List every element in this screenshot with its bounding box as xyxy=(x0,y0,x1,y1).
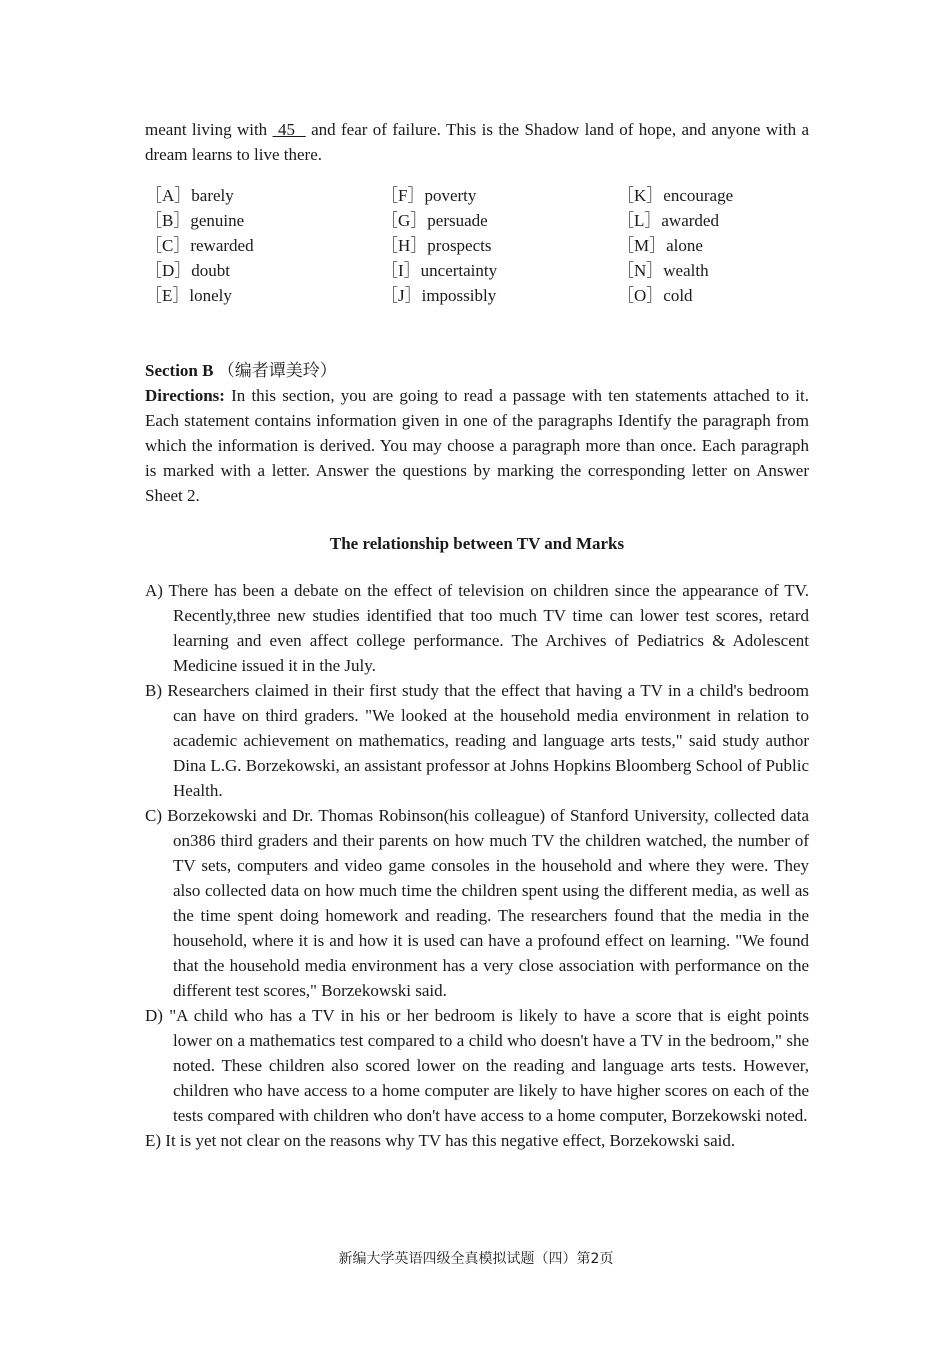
blank-45: 45 xyxy=(272,120,306,139)
option-e: ［E］lonely xyxy=(145,286,232,305)
section-b-label: Section B xyxy=(145,361,214,380)
option-i: ［I］uncertainty xyxy=(381,261,498,280)
option-g: ［G］persuade xyxy=(381,211,488,230)
page-footer: 新编大学英语四级全真模拟试题（四）第2页 xyxy=(338,1251,614,1267)
directions xyxy=(145,383,809,508)
option-j: ［J］impossibly xyxy=(381,286,497,305)
option-o: ［O］cold xyxy=(617,286,693,305)
page-content xyxy=(145,117,809,1153)
passage-title: The relationship between TV and Marks xyxy=(329,534,625,553)
option-d: ［D］doubt xyxy=(145,261,230,280)
directions-text: In this section, you are going to read a passage with ten statements attached to it. Each statement contains information given in one of the paragraphs Identify the paragraph from which the information is derived. You may choose a paragraph more than once. Each paragraph is marked with a letter. Answer the questions by marking the corresponding letter on Answer Sheet 2. xyxy=(145,386,809,505)
word-bank xyxy=(145,183,809,308)
directions-label: Directions: xyxy=(145,386,225,405)
option-a: ［A］barely xyxy=(145,186,234,205)
paragraph-e: E) It is yet not clear on the reasons why TV has this negative effect, Borzekowski said. xyxy=(145,1131,736,1150)
option-m: ［M］alone xyxy=(617,236,703,255)
option-f: ［F］poverty xyxy=(381,186,477,205)
option-n: ［N］wealth xyxy=(617,261,709,280)
paragraph-a: A) There has been a debate on the effect of television on children since the appearance of TV. Recently,three new studies identified that too much TV time can lower test scores, retard learning and even affect college performance. The Archives of Pediatrics & Adolescent Medicine issued it in the July. xyxy=(145,581,809,675)
paragraph-c: C) Borzekowski and Dr. Thomas Robinson(his colleague) of Stanford University, collected data on386 third graders and their parents on how much TV the children watched, the number of TV sets, computers and video game consoles in the household and where they were. They also collected data on how much time the children spent using the different media, as well as the time spent doing homework and reading. The researchers found that the media in the household, where it is and how it is used can have a profound effect on learning. "We found that the household media environment has a very close association with performance on the different test scores," Borzekowski said. xyxy=(145,806,809,1000)
option-c: ［C］rewarded xyxy=(145,236,254,255)
option-h: ［H］prospects xyxy=(381,236,492,255)
section-b-heading xyxy=(145,358,809,383)
intro-after-blank: and fear of failure. This is the Shadow land of hope, and anyone with a dream learns to live there. xyxy=(145,120,809,164)
paragraph-b: B) Researchers claimed in their first study that the effect that having a TV in a child's bedroom can have on third graders. "We looked at the household media environment in relation to academic achievement on mathematics, reading and language arts tests," said study author Dina L.G. Borzekowski, an assistant professor at Johns Hopkins Bloomberg School of Public Health. xyxy=(145,681,809,800)
option-k: ［K］encourage xyxy=(617,186,734,205)
intro-before-blank: meant living with xyxy=(145,120,273,139)
section-b-editor: （编者谭美玲） xyxy=(217,361,337,380)
paragraph-d: D) "A child who has a TV in his or her bedroom is likely to have a score that is eight points lower on a mathematics test compared to a child who doesn't have a TV in the bedroom," she noted. These children also scored lower on the reading and language arts tests. However, children who have access to a home computer are likely to have higher scores on each of the tests compared with children who don't have access to a home computer, Borzekowski noted. xyxy=(145,1006,809,1125)
option-b: ［B］genuine xyxy=(145,211,245,230)
intro-paragraph xyxy=(145,117,809,167)
option-l: ［L］awarded xyxy=(617,211,719,230)
